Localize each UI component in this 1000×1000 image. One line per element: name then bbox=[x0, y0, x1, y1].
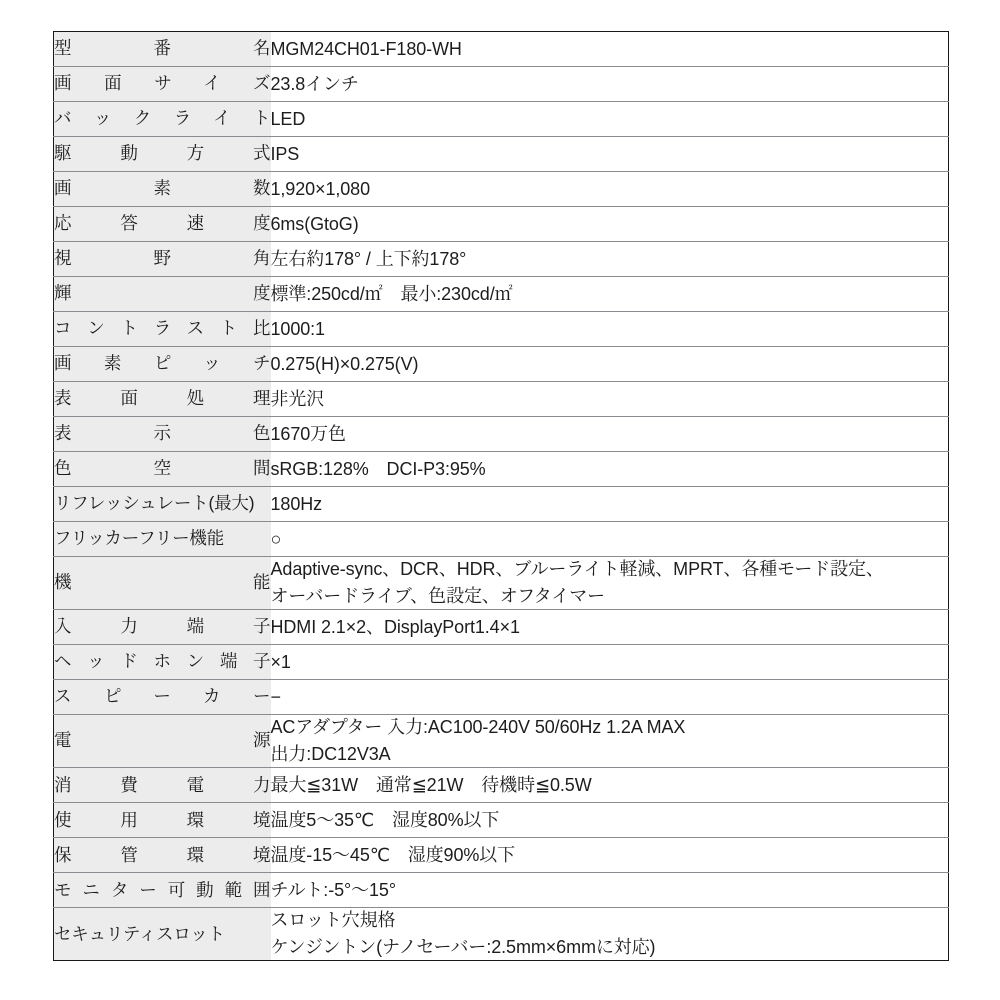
spec-value-cell bbox=[271, 347, 949, 382]
spec-value-line: HDMI 2.1×2、DisplayPort1.4×1 bbox=[270, 616, 520, 637]
spec-value-cell bbox=[271, 102, 949, 137]
spec-label-text: 表示色 bbox=[54, 423, 271, 444]
spec-label-cell bbox=[54, 645, 271, 680]
spec-label-text: 応答速度 bbox=[54, 213, 271, 234]
table-row bbox=[54, 207, 949, 242]
spec-value-line: 0.275(H)×0.275(V) bbox=[270, 353, 419, 374]
spec-value-line: sRGB:128% DCI-P3:95% bbox=[270, 458, 486, 479]
spec-label-text: 画素ピッチ bbox=[54, 353, 271, 374]
table-row bbox=[54, 715, 949, 768]
spec-label-cell bbox=[54, 838, 271, 873]
spec-value-line: ケンジントン(ナノセーバー:2.5mm×6mmに対応) bbox=[270, 936, 656, 957]
spec-label-text: 視野角 bbox=[54, 248, 271, 269]
spec-label-text: 入力端子 bbox=[54, 616, 271, 637]
spec-label-cell bbox=[54, 172, 271, 207]
table-row bbox=[54, 32, 949, 67]
spec-label-cell bbox=[54, 312, 271, 347]
spec-value-cell bbox=[271, 768, 949, 803]
spec-label-text: 型番名 bbox=[54, 38, 271, 59]
table-row bbox=[54, 838, 949, 873]
table-row bbox=[54, 172, 949, 207]
spec-label-text: 機能 bbox=[54, 572, 271, 593]
table-row bbox=[54, 487, 949, 522]
spec-label-text: 使用環境 bbox=[54, 809, 271, 830]
spec-label-cell bbox=[54, 680, 271, 715]
spec-label-text: 輝度 bbox=[54, 283, 271, 304]
spec-value-cell bbox=[271, 838, 949, 873]
spec-value-line: MGM24CH01-F180-WH bbox=[270, 38, 462, 59]
spec-label-cell bbox=[54, 715, 271, 768]
spec-value-line: 最大≦31W 通常≦21W 待機時≦0.5W bbox=[270, 774, 592, 795]
spec-value-line: 23.8インチ bbox=[270, 73, 359, 94]
spec-value-cell bbox=[271, 207, 949, 242]
table-row bbox=[54, 102, 949, 137]
spec-value-cell bbox=[271, 452, 949, 487]
table-row bbox=[54, 312, 949, 347]
table-row bbox=[54, 417, 949, 452]
spec-label-cell bbox=[54, 610, 271, 645]
spec-value-cell bbox=[271, 487, 949, 522]
spec-label-cell bbox=[54, 522, 271, 557]
spec-value-line: チルト:-5°〜15° bbox=[270, 879, 396, 900]
spec-label-text: ヘッドホン端子 bbox=[54, 651, 271, 672]
spec-value-cell bbox=[271, 715, 949, 768]
spec-label-text: モニター可動範囲 bbox=[54, 879, 271, 900]
spec-label-cell bbox=[54, 382, 271, 417]
table-row bbox=[54, 137, 949, 172]
spec-label-cell bbox=[54, 452, 271, 487]
spec-value-line: 標準:250cd/㎡ 最小:230cd/㎡ bbox=[270, 283, 513, 304]
spec-value-line: ACアダプター 入力:AC100-240V 50/60Hz 1.2A MAX bbox=[270, 717, 686, 738]
spec-value-cell bbox=[271, 417, 949, 452]
spec-label-text: リフレッシュレート(最大) bbox=[54, 493, 255, 514]
table-row bbox=[54, 522, 949, 557]
spec-label-text: コントラスト比 bbox=[54, 318, 271, 339]
table-row bbox=[54, 610, 949, 645]
spec-value-line: 温度-15〜45℃ 湿度90%以下 bbox=[270, 844, 516, 865]
table-row bbox=[54, 382, 949, 417]
spec-value-line: オーバードライブ、色設定、オフタイマー bbox=[270, 585, 606, 606]
spec-value-cell bbox=[271, 137, 949, 172]
spec-label-text: 画素数 bbox=[54, 178, 271, 199]
spec-value-cell bbox=[271, 277, 949, 312]
spec-value-line: LED bbox=[270, 108, 306, 129]
table-row bbox=[54, 452, 949, 487]
spec-label-cell bbox=[54, 487, 271, 522]
spec-label-text: 駆動方式 bbox=[54, 143, 271, 164]
spec-value-cell bbox=[271, 67, 949, 102]
spec-value-line: 1,920×1,080 bbox=[270, 178, 370, 199]
spec-value-cell bbox=[271, 312, 949, 347]
spec-label-text: 保管環境 bbox=[54, 844, 271, 865]
spec-label-cell bbox=[54, 803, 271, 838]
spec-value-cell bbox=[271, 803, 949, 838]
spec-label-text: フリッカーフリー機能 bbox=[54, 528, 225, 549]
spec-value-cell bbox=[271, 610, 949, 645]
spec-value-line: 180Hz bbox=[270, 493, 323, 514]
spec-value-line: 1000:1 bbox=[270, 318, 325, 339]
spec-value-cell bbox=[271, 680, 949, 715]
spec-value-line: ×1 bbox=[270, 651, 291, 672]
table-row bbox=[54, 768, 949, 803]
spec-value-cell bbox=[271, 873, 949, 908]
spec-value-line: IPS bbox=[270, 143, 300, 164]
spec-value-cell bbox=[271, 557, 949, 610]
table-row bbox=[54, 803, 949, 838]
spec-value-line: 出力:DC12V3A bbox=[270, 743, 391, 764]
spec-value-cell bbox=[271, 172, 949, 207]
table-row bbox=[54, 557, 949, 610]
spec-value-cell bbox=[271, 645, 949, 680]
spec-value-cell bbox=[271, 32, 949, 67]
spec-label-cell bbox=[54, 242, 271, 277]
spec-value-line: 非光沢 bbox=[270, 388, 325, 409]
spec-label-cell bbox=[54, 417, 271, 452]
table-row bbox=[54, 680, 949, 715]
spec-label-cell bbox=[54, 873, 271, 908]
spec-label-text: 消費電力 bbox=[54, 774, 271, 795]
specification-table bbox=[53, 31, 949, 961]
spec-value-line: スロット穴規格 bbox=[270, 910, 396, 931]
spec-label-cell bbox=[54, 557, 271, 610]
table-row bbox=[54, 277, 949, 312]
spec-label-cell bbox=[54, 908, 271, 961]
spec-label-text: 色空間 bbox=[54, 458, 271, 479]
spec-label-text: セキュリティスロット bbox=[54, 923, 225, 944]
spec-value-line: 左右約178° / 上下約178° bbox=[270, 248, 467, 269]
spec-label-text: スピーカー bbox=[54, 686, 271, 707]
table-row bbox=[54, 908, 949, 961]
spec-label-cell bbox=[54, 277, 271, 312]
spec-label-text: 電源 bbox=[54, 730, 271, 751]
spec-value-line: 1670万色 bbox=[270, 423, 346, 444]
spec-label-cell bbox=[54, 347, 271, 382]
spec-value-line: ○ bbox=[270, 528, 282, 549]
spec-value-line: Adaptive-sync、DCR、HDR、ブルーライト軽減、MPRT、各種モード設定、 bbox=[270, 559, 884, 579]
spec-label-cell bbox=[54, 32, 271, 67]
spec-label-cell bbox=[54, 768, 271, 803]
spec-label-text: バックライト bbox=[54, 108, 271, 129]
spec-value-line: 6ms(GtoG) bbox=[270, 213, 359, 234]
table-row bbox=[54, 242, 949, 277]
spec-value-cell bbox=[271, 522, 949, 557]
spec-label-text: 表面処理 bbox=[54, 388, 271, 409]
spec-value-line: 温度5〜35℃ 湿度80%以下 bbox=[270, 809, 500, 830]
spec-value-cell bbox=[271, 382, 949, 417]
spec-value-cell bbox=[271, 908, 949, 961]
table-row bbox=[54, 347, 949, 382]
spec-label-cell bbox=[54, 102, 271, 137]
spec-value-cell bbox=[271, 242, 949, 277]
table-row bbox=[54, 67, 949, 102]
table-row bbox=[54, 645, 949, 680]
table-row bbox=[54, 873, 949, 908]
spec-label-cell bbox=[54, 137, 271, 172]
spec-label-cell bbox=[54, 67, 271, 102]
spec-label-cell bbox=[54, 207, 271, 242]
spec-value-line: − bbox=[270, 686, 281, 707]
specification-table-body bbox=[54, 32, 949, 961]
spec-label-text: 画面サイズ bbox=[54, 73, 271, 94]
